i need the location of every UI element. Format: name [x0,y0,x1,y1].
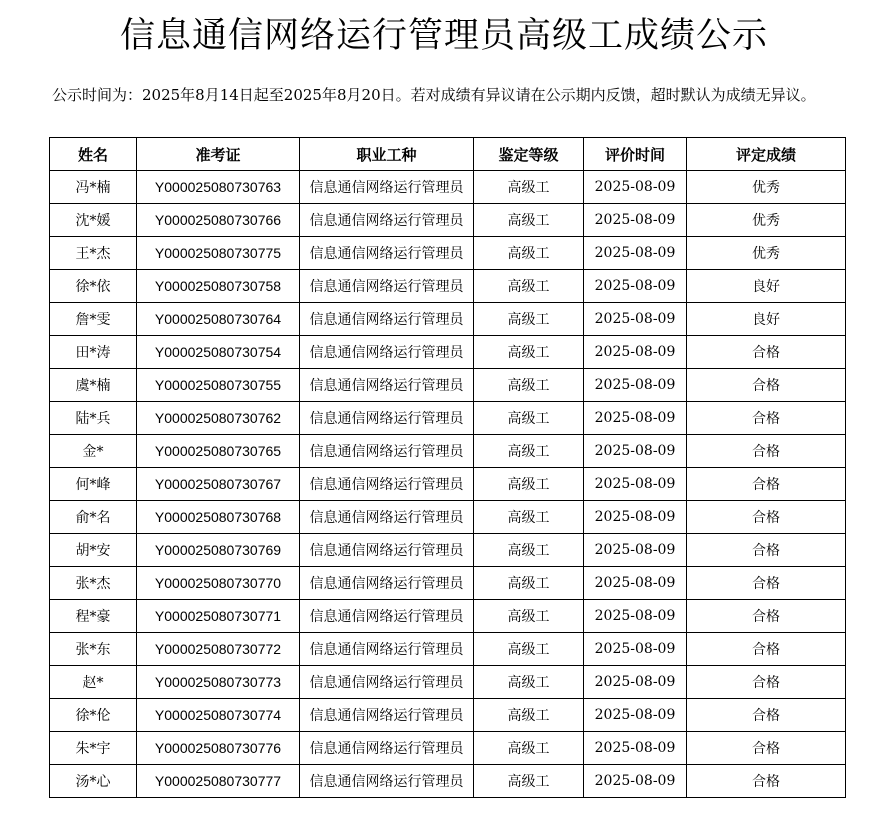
cell-grade: 优秀 [687,237,846,270]
cell-occupation: 信息通信网络运行管理员 [300,402,474,435]
cell-grade: 合格 [687,699,846,732]
cell-occupation: 信息通信网络运行管理员 [300,534,474,567]
cell-level: 高级工 [474,171,584,204]
cell-eval-date: 2025-08-09 [584,699,687,732]
cell-ticket-number: Y000025080730755 [137,369,300,402]
cell-level: 高级工 [474,534,584,567]
cell-ticket-number: Y000025080730763 [137,171,300,204]
cell-level: 高级工 [474,303,584,336]
table-row [50,534,846,567]
cell-grade: 合格 [687,402,846,435]
cell-name: 金* [50,435,137,468]
cell-name: 张*杰 [50,567,137,600]
cell-name: 詹*雯 [50,303,137,336]
cell-name: 张*东 [50,633,137,666]
results-table-body [50,171,846,798]
cell-ticket-number: Y000025080730770 [137,567,300,600]
cell-name: 俞*名 [50,501,137,534]
cell-eval-date: 2025-08-09 [584,435,687,468]
cell-occupation: 信息通信网络运行管理员 [300,336,474,369]
table-row [50,699,846,732]
cell-name: 何*峰 [50,468,137,501]
cell-eval-date: 2025-08-09 [584,534,687,567]
cell-occupation: 信息通信网络运行管理员 [300,270,474,303]
cell-occupation: 信息通信网络运行管理员 [300,699,474,732]
cell-eval-date: 2025-08-09 [584,171,687,204]
cell-level: 高级工 [474,435,584,468]
cell-eval-date: 2025-08-09 [584,666,687,699]
cell-name: 田*涛 [50,336,137,369]
table-row [50,303,846,336]
cell-grade: 合格 [687,369,846,402]
cell-occupation: 信息通信网络运行管理员 [300,204,474,237]
cell-name: 冯*楠 [50,171,137,204]
cell-eval-date: 2025-08-09 [584,501,687,534]
cell-occupation: 信息通信网络运行管理员 [300,237,474,270]
cell-name: 朱*宇 [50,732,137,765]
cell-grade: 合格 [687,501,846,534]
cell-eval-date: 2025-08-09 [584,633,687,666]
cell-eval-date: 2025-08-09 [584,567,687,600]
cell-level: 高级工 [474,402,584,435]
cell-ticket-number: Y000025080730769 [137,534,300,567]
cell-level: 高级工 [474,765,584,798]
table-row [50,402,846,435]
cell-grade: 合格 [687,435,846,468]
cell-ticket-number: Y000025080730754 [137,336,300,369]
cell-occupation: 信息通信网络运行管理员 [300,765,474,798]
cell-name: 陆*兵 [50,402,137,435]
table-row [50,435,846,468]
header-name: 姓名 [50,138,137,171]
cell-name: 程*豪 [50,600,137,633]
cell-eval-date: 2025-08-09 [584,402,687,435]
cell-ticket-number: Y000025080730767 [137,468,300,501]
cell-ticket-number: Y000025080730774 [137,699,300,732]
cell-eval-date: 2025-08-09 [584,600,687,633]
cell-ticket-number: Y000025080730766 [137,204,300,237]
cell-eval-date: 2025-08-09 [584,369,687,402]
cell-level: 高级工 [474,237,584,270]
cell-eval-date: 2025-08-09 [584,732,687,765]
header-grade: 评定成绩 [687,138,846,171]
table-row [50,270,846,303]
cell-occupation: 信息通信网络运行管理员 [300,666,474,699]
cell-occupation: 信息通信网络运行管理员 [300,567,474,600]
cell-name: 沈*媛 [50,204,137,237]
cell-grade: 优秀 [687,171,846,204]
cell-ticket-number: Y000025080730764 [137,303,300,336]
table-row [50,732,846,765]
cell-eval-date: 2025-08-09 [584,336,687,369]
cell-grade: 合格 [687,600,846,633]
cell-grade: 合格 [687,633,846,666]
cell-ticket-number: Y000025080730773 [137,666,300,699]
header-occupation: 职业工种 [300,138,474,171]
cell-name: 虞*楠 [50,369,137,402]
cell-occupation: 信息通信网络运行管理员 [300,732,474,765]
cell-name: 赵* [50,666,137,699]
cell-name: 徐*伦 [50,699,137,732]
table-row [50,567,846,600]
cell-eval-date: 2025-08-09 [584,237,687,270]
cell-eval-date: 2025-08-09 [584,204,687,237]
cell-ticket-number: Y000025080730758 [137,270,300,303]
cell-level: 高级工 [474,468,584,501]
cell-ticket-number: Y000025080730768 [137,501,300,534]
table-row [50,171,846,204]
table-row [50,336,846,369]
cell-level: 高级工 [474,567,584,600]
cell-grade: 合格 [687,732,846,765]
results-table-header [50,138,846,171]
publicity-notice: 公示时间为：2025年8月14日起至2025年8月20日。若对成绩有异议请在公示期内反馈，超时默认为成绩无异议。 [52,86,816,104]
cell-ticket-number: Y000025080730762 [137,402,300,435]
header-row [50,138,846,171]
cell-ticket-number: Y000025080730772 [137,633,300,666]
cell-name: 王*杰 [50,237,137,270]
cell-grade: 合格 [687,666,846,699]
page-title: 信息通信网络运行管理员高级工成绩公示 [119,16,768,56]
cell-occupation: 信息通信网络运行管理员 [300,171,474,204]
header-eval-date: 评价时间 [584,138,687,171]
cell-level: 高级工 [474,270,584,303]
table-row [50,633,846,666]
cell-occupation: 信息通信网络运行管理员 [300,501,474,534]
cell-grade: 良好 [687,303,846,336]
cell-level: 高级工 [474,369,584,402]
header-level: 鉴定等级 [474,138,584,171]
cell-eval-date: 2025-08-09 [584,468,687,501]
cell-occupation: 信息通信网络运行管理员 [300,633,474,666]
cell-occupation: 信息通信网络运行管理员 [300,468,474,501]
cell-occupation: 信息通信网络运行管理员 [300,600,474,633]
cell-occupation: 信息通信网络运行管理员 [300,435,474,468]
cell-level: 高级工 [474,699,584,732]
cell-name: 胡*安 [50,534,137,567]
header-ticket-number: 准考证 [137,138,300,171]
cell-grade: 合格 [687,534,846,567]
cell-ticket-number: Y000025080730771 [137,600,300,633]
cell-occupation: 信息通信网络运行管理员 [300,369,474,402]
cell-name: 汤*心 [50,765,137,798]
table-row [50,468,846,501]
cell-level: 高级工 [474,336,584,369]
table-row [50,765,846,798]
cell-eval-date: 2025-08-09 [584,303,687,336]
cell-eval-date: 2025-08-09 [584,270,687,303]
cell-level: 高级工 [474,666,584,699]
cell-grade: 良好 [687,270,846,303]
cell-level: 高级工 [474,633,584,666]
cell-eval-date: 2025-08-09 [584,765,687,798]
cell-ticket-number: Y000025080730776 [137,732,300,765]
table-row [50,600,846,633]
cell-grade: 合格 [687,468,846,501]
cell-level: 高级工 [474,600,584,633]
cell-ticket-number: Y000025080730775 [137,237,300,270]
table-row [50,204,846,237]
cell-ticket-number: Y000025080730765 [137,435,300,468]
cell-grade: 合格 [687,336,846,369]
table-row [50,237,846,270]
table-row [50,369,846,402]
cell-level: 高级工 [474,204,584,237]
results-table [49,137,846,798]
cell-occupation: 信息通信网络运行管理员 [300,303,474,336]
cell-level: 高级工 [474,732,584,765]
cell-name: 徐*依 [50,270,137,303]
cell-grade: 优秀 [687,204,846,237]
table-row [50,666,846,699]
cell-grade: 合格 [687,567,846,600]
table-row [50,501,846,534]
cell-grade: 合格 [687,765,846,798]
cell-ticket-number: Y000025080730777 [137,765,300,798]
cell-level: 高级工 [474,501,584,534]
